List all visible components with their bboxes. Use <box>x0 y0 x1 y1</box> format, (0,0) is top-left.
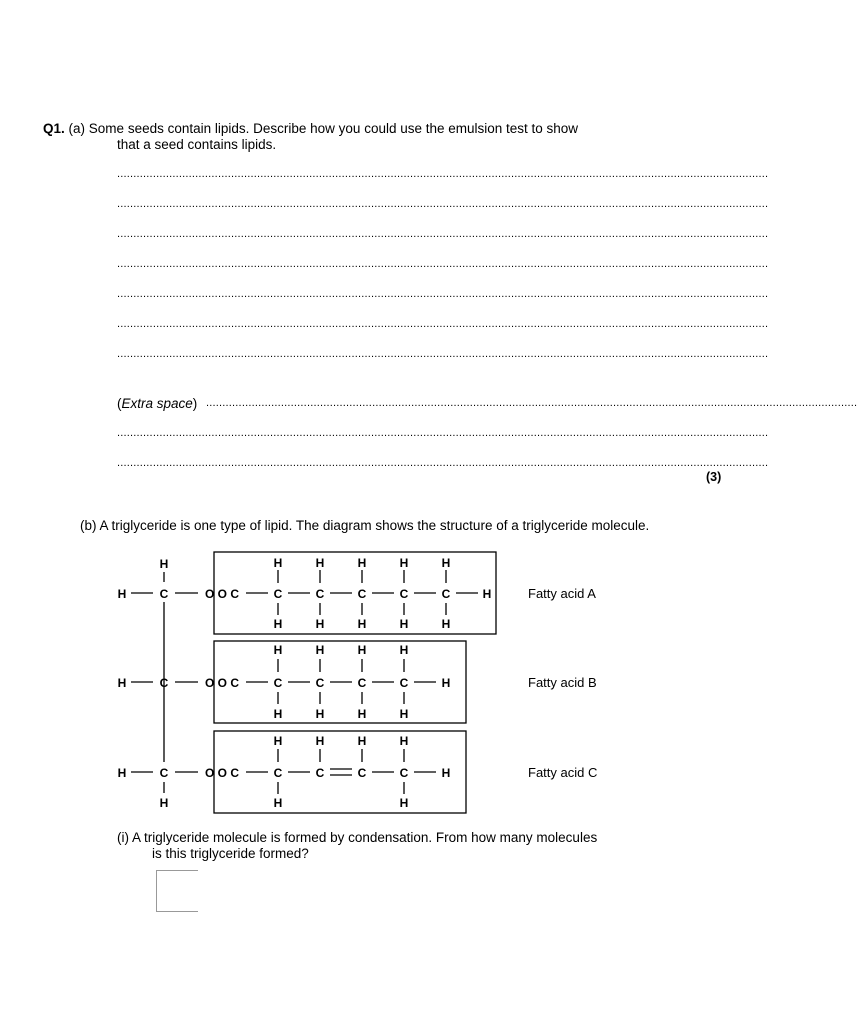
atom-h: H <box>357 556 367 570</box>
atom-h: H <box>441 676 451 690</box>
atom-h: H <box>117 587 127 601</box>
atom-h: H <box>159 557 169 571</box>
answer-line[interactable]: ........................................................................................................................................................................................................ <box>117 348 769 360</box>
atom-h: H <box>117 676 127 690</box>
answer-line[interactable]: ........................................................................................................................................................................................................ <box>117 198 769 210</box>
atom-h: H <box>315 643 325 657</box>
atom-c: C <box>159 766 169 780</box>
part-a-label: (a) <box>68 121 86 136</box>
atom-c: C <box>315 766 325 780</box>
atom-c: C <box>399 676 409 690</box>
atom-c: C <box>441 587 451 601</box>
atom-c: C <box>357 766 367 780</box>
atom-h: H <box>159 796 169 810</box>
atom-h: H <box>399 796 409 810</box>
atom-h: H <box>315 734 325 748</box>
atom-h: H <box>357 617 367 631</box>
atom-h: H <box>357 707 367 721</box>
atom-h: H <box>315 617 325 631</box>
atom-c: C <box>315 676 325 690</box>
part-a-prompt: Some seeds contain lipids. Describe how you could use the emulsion test to show <box>88 121 579 136</box>
part-i-prompt-line2: is this triglyceride formed? <box>152 846 309 861</box>
atom-c: C <box>399 766 409 780</box>
atom-h: H <box>357 643 367 657</box>
atom-h: H <box>273 734 283 748</box>
answer-box[interactable] <box>156 870 198 912</box>
answer-line[interactable]: ........................................................................................................................................................................................................ <box>117 288 769 300</box>
atom-h: H <box>273 643 283 657</box>
answer-line[interactable]: ........................................................................................................................................................................................................ <box>117 318 769 330</box>
part-i-prompt-line1: (i) A triglyceride molecule is formed by condensation. From how many molecules <box>117 830 598 845</box>
atom-h: H <box>357 734 367 748</box>
extra-space-label: (Extra space) <box>117 396 198 411</box>
extra-space-line[interactable]: ........................................................................................................................................................................................................ <box>206 397 857 409</box>
atom-h: H <box>399 643 409 657</box>
atom-c: C <box>273 766 283 780</box>
triglyceride-diagram <box>0 545 768 820</box>
atom-c: C <box>273 587 283 601</box>
atom-h: H <box>399 556 409 570</box>
fatty-acid-b-label: Fatty acid B <box>528 675 597 690</box>
part-b-prompt: (b) A triglyceride is one type of lipid. The diagram shows the structure of a triglyceride molecule. <box>80 518 650 533</box>
atom-c: C <box>159 676 169 690</box>
atom-h: H <box>399 617 409 631</box>
atom-h: H <box>273 796 283 810</box>
atom-h: H <box>399 734 409 748</box>
fatty-acid-a-label: Fatty acid A <box>528 586 596 601</box>
answer-line[interactable]: ........................................................................................................................................................................................................ <box>117 457 769 469</box>
question-1a-line1 <box>43 121 578 137</box>
atom-h: H <box>441 556 451 570</box>
answer-line[interactable]: ........................................................................................................................................................................................................ <box>117 427 769 439</box>
fatty-acid-c-label: Fatty acid C <box>528 765 598 780</box>
atom-c: C <box>273 676 283 690</box>
ester-link: O O C <box>204 676 240 690</box>
part-a-prompt-line2: that a seed contains lipids. <box>117 137 277 152</box>
atom-c: C <box>357 676 367 690</box>
atom-h: H <box>441 617 451 631</box>
atom-h: H <box>441 766 451 780</box>
question-number: Q1. <box>43 121 65 136</box>
atom-h: H <box>273 617 283 631</box>
atom-h: H <box>399 707 409 721</box>
atom-c: C <box>159 587 169 601</box>
answer-line[interactable]: ........................................................................................................................................................................................................ <box>117 228 769 240</box>
answer-line[interactable]: ........................................................................................................................................................................................................ <box>117 258 769 270</box>
ester-link: O O C <box>204 587 240 601</box>
marks-label: (3) <box>706 470 722 484</box>
atom-h: H <box>117 766 127 780</box>
atom-h: H <box>482 587 492 601</box>
answer-line[interactable]: ........................................................................................................................................................................................................ <box>117 168 769 180</box>
atom-h: H <box>315 556 325 570</box>
atom-c: C <box>399 587 409 601</box>
atom-c: C <box>357 587 367 601</box>
atom-h: H <box>273 707 283 721</box>
ester-link: O O C <box>204 766 240 780</box>
atom-h: H <box>315 707 325 721</box>
atom-h: H <box>273 556 283 570</box>
atom-c: C <box>315 587 325 601</box>
